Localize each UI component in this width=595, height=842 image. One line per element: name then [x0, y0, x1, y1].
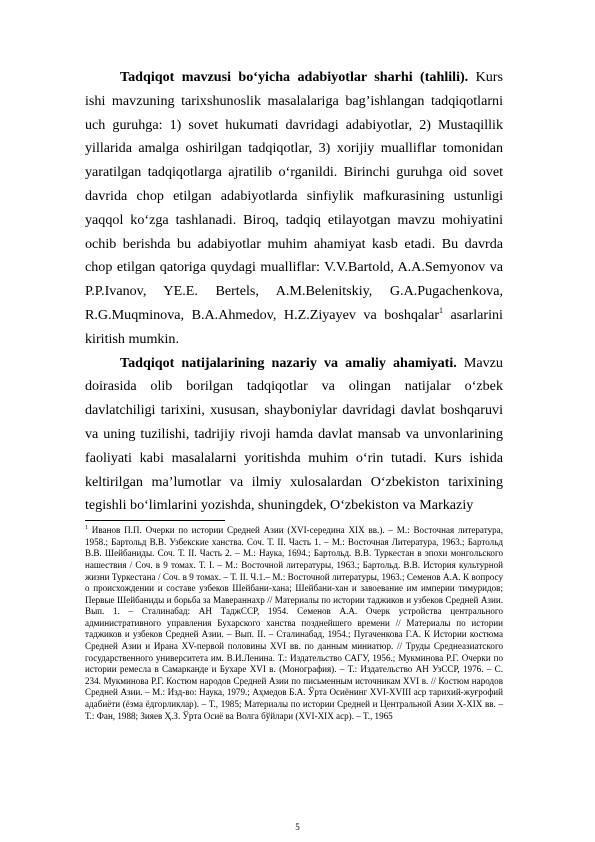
page-body	[85, 66, 503, 722]
significance-paragraph	[85, 352, 503, 519]
footnote-number: 1	[85, 525, 88, 532]
footnote-divider	[85, 520, 225, 521]
literature-review-text: Kurs ishi mavzuning tarixshunoslik masalalariga bag’ishlangan tadqiqotlarni uch guruhga: 1) sovet hukumati davridagi adabiyotlar, 2) Mustaqillik yillarida amalga oshirilgan tadqiqotlar, 3) xorijiy mualliflar tomonidan yaratilgan tadqiqotlarga ajratilib o‘rganildi. Birinchi guruhga oid sovet davrida chop etilgan adabiyotlarda sinfiylik mafkurasining ustunligi yaqqol ko‘zga tashlanadi. Biroq, tadqiq etilayotgan mavzu mohiyatini ochib berishda bu adabiyotlar muhim ahamiyat kasb etadi. Bu davrda chop etilgan qatoriga quydagi mualliflar: V.V.Bartold, A.A.Semyonov va P.P.Ivanov, YE.E. Bertels, A.M.Belenitskiy, G.A.Pugachenkova, R.G.Muqminova, B.A.Ahmedov, H.Z.Ziyayev va boshqalar	[85, 69, 503, 323]
significance-heading: Tadqiqot natijalarining nazariy va amaliy ahamiyati.	[120, 354, 457, 371]
page-number: 5	[295, 822, 300, 832]
footnote-text: Иванов П.П. Очерки по истории Средней Азии (XVI-середина XIX вв.). – М.: Восточная литература, 1958.; Бартольд В.В. Узбекские ханства. Соч. Т. II. Часть 1. – М.: Восточная Литература, 1963.; Бартольд В.В. Шейбаниды. Соч. Т. II. Часть 2. – М.: Наука, 1694.; Бартольд. В.В. Туркестан в эпохи монгольского нашествия / Соч. в 9 томах. Т. I. – М.: Восточной литературы, 1963.; Бартольд. В.В. История культурной жизни Туркестана / Соч. в 9 томах. – Т. II. Ч.1.– М.: Восточной литературы, 1963.; Семенов А.А. К вопросу о происхождении и составе узбеков Шейбани-хана; Шейбани-хан и завоевание им империи тимуридов; Первые Шейбаниды и борьба за Мавераннахр // Материалы по истории таджиков и узбеков Средней Азии. Вып. 1. – Сталинабад: АН ТаджССР, 1954. Семенов А.А. Очерк устройства центрального административного управления Бухарского ханства позднейшего времени // Материалы по истории таджиков и узбеков Средней Азии. – Вып. II. – Сталинабад, 1954.; Пугаченкова Г.А. К Истории костюма Средней Азии и Ирана XV-первой половины XVI вв. по данным миниатюр. // Труды Среднеазиатского государственного университета им. В.И.Ленина. Т.: Издательство САГУ, 1956.; Мукминова Р.Г. Очерки по истории ремесла в Самарканде и Бухаре XVI в. (Монография). – Т.: Издательство АН УзССР, 1976. – С. 234. Мукминова Р.Г. Костюм народов Средней Азии по письменным источникам XVI в. // Костюм народов Средней Азии. – М.: Изд-во: Наука, 1979.; Аҳмедов Б.А. Ўрта Осиёнинг XVI-XVIII аср тарихий-жуғрофий адабиёти (ёзма ёдгорликлар). – Т., 1985; Материалы по истории Средней и Центральной Азии X-XIX вв. – Т.: Фан, 1988; Зияев Ҳ.З. Ўрта Осиё ва Волга бўйлари (XVI-XIX аср). – Т., 1965	[85, 525, 503, 721]
footnote	[85, 525, 503, 722]
significance-text: Mavzu doirasida olib borilgan tadqiqotlar va olingan natijalar o‘zbek davlatchiligi tarixini, xususan, shayboniylar davridagi davlat boshqaruvi va uning tuzilishi, tadrijiy rivoji hamda davlat mansab va unvonlarining faoliyati kabi masalalarni yoritishda muhim o‘rin tutadi. Kurs ishida keltirilgan ma’lumotlar va ilmiy xulosalardan O‘zbekiston tarixining tegishli bo‘limlarini yozishda, shuningdek, O‘zbekiston va Markaziy	[85, 354, 503, 514]
literature-review-text-end: asarlarini kiritish mumkin.	[85, 306, 503, 347]
literature-review-heading: Tadqiqot mavzusi bo‘yicha adabiyotlar sharhi (tahlili).	[120, 69, 469, 85]
literature-review-paragraph	[85, 66, 503, 352]
footnote-reference[interactable]: 1	[439, 305, 444, 315]
